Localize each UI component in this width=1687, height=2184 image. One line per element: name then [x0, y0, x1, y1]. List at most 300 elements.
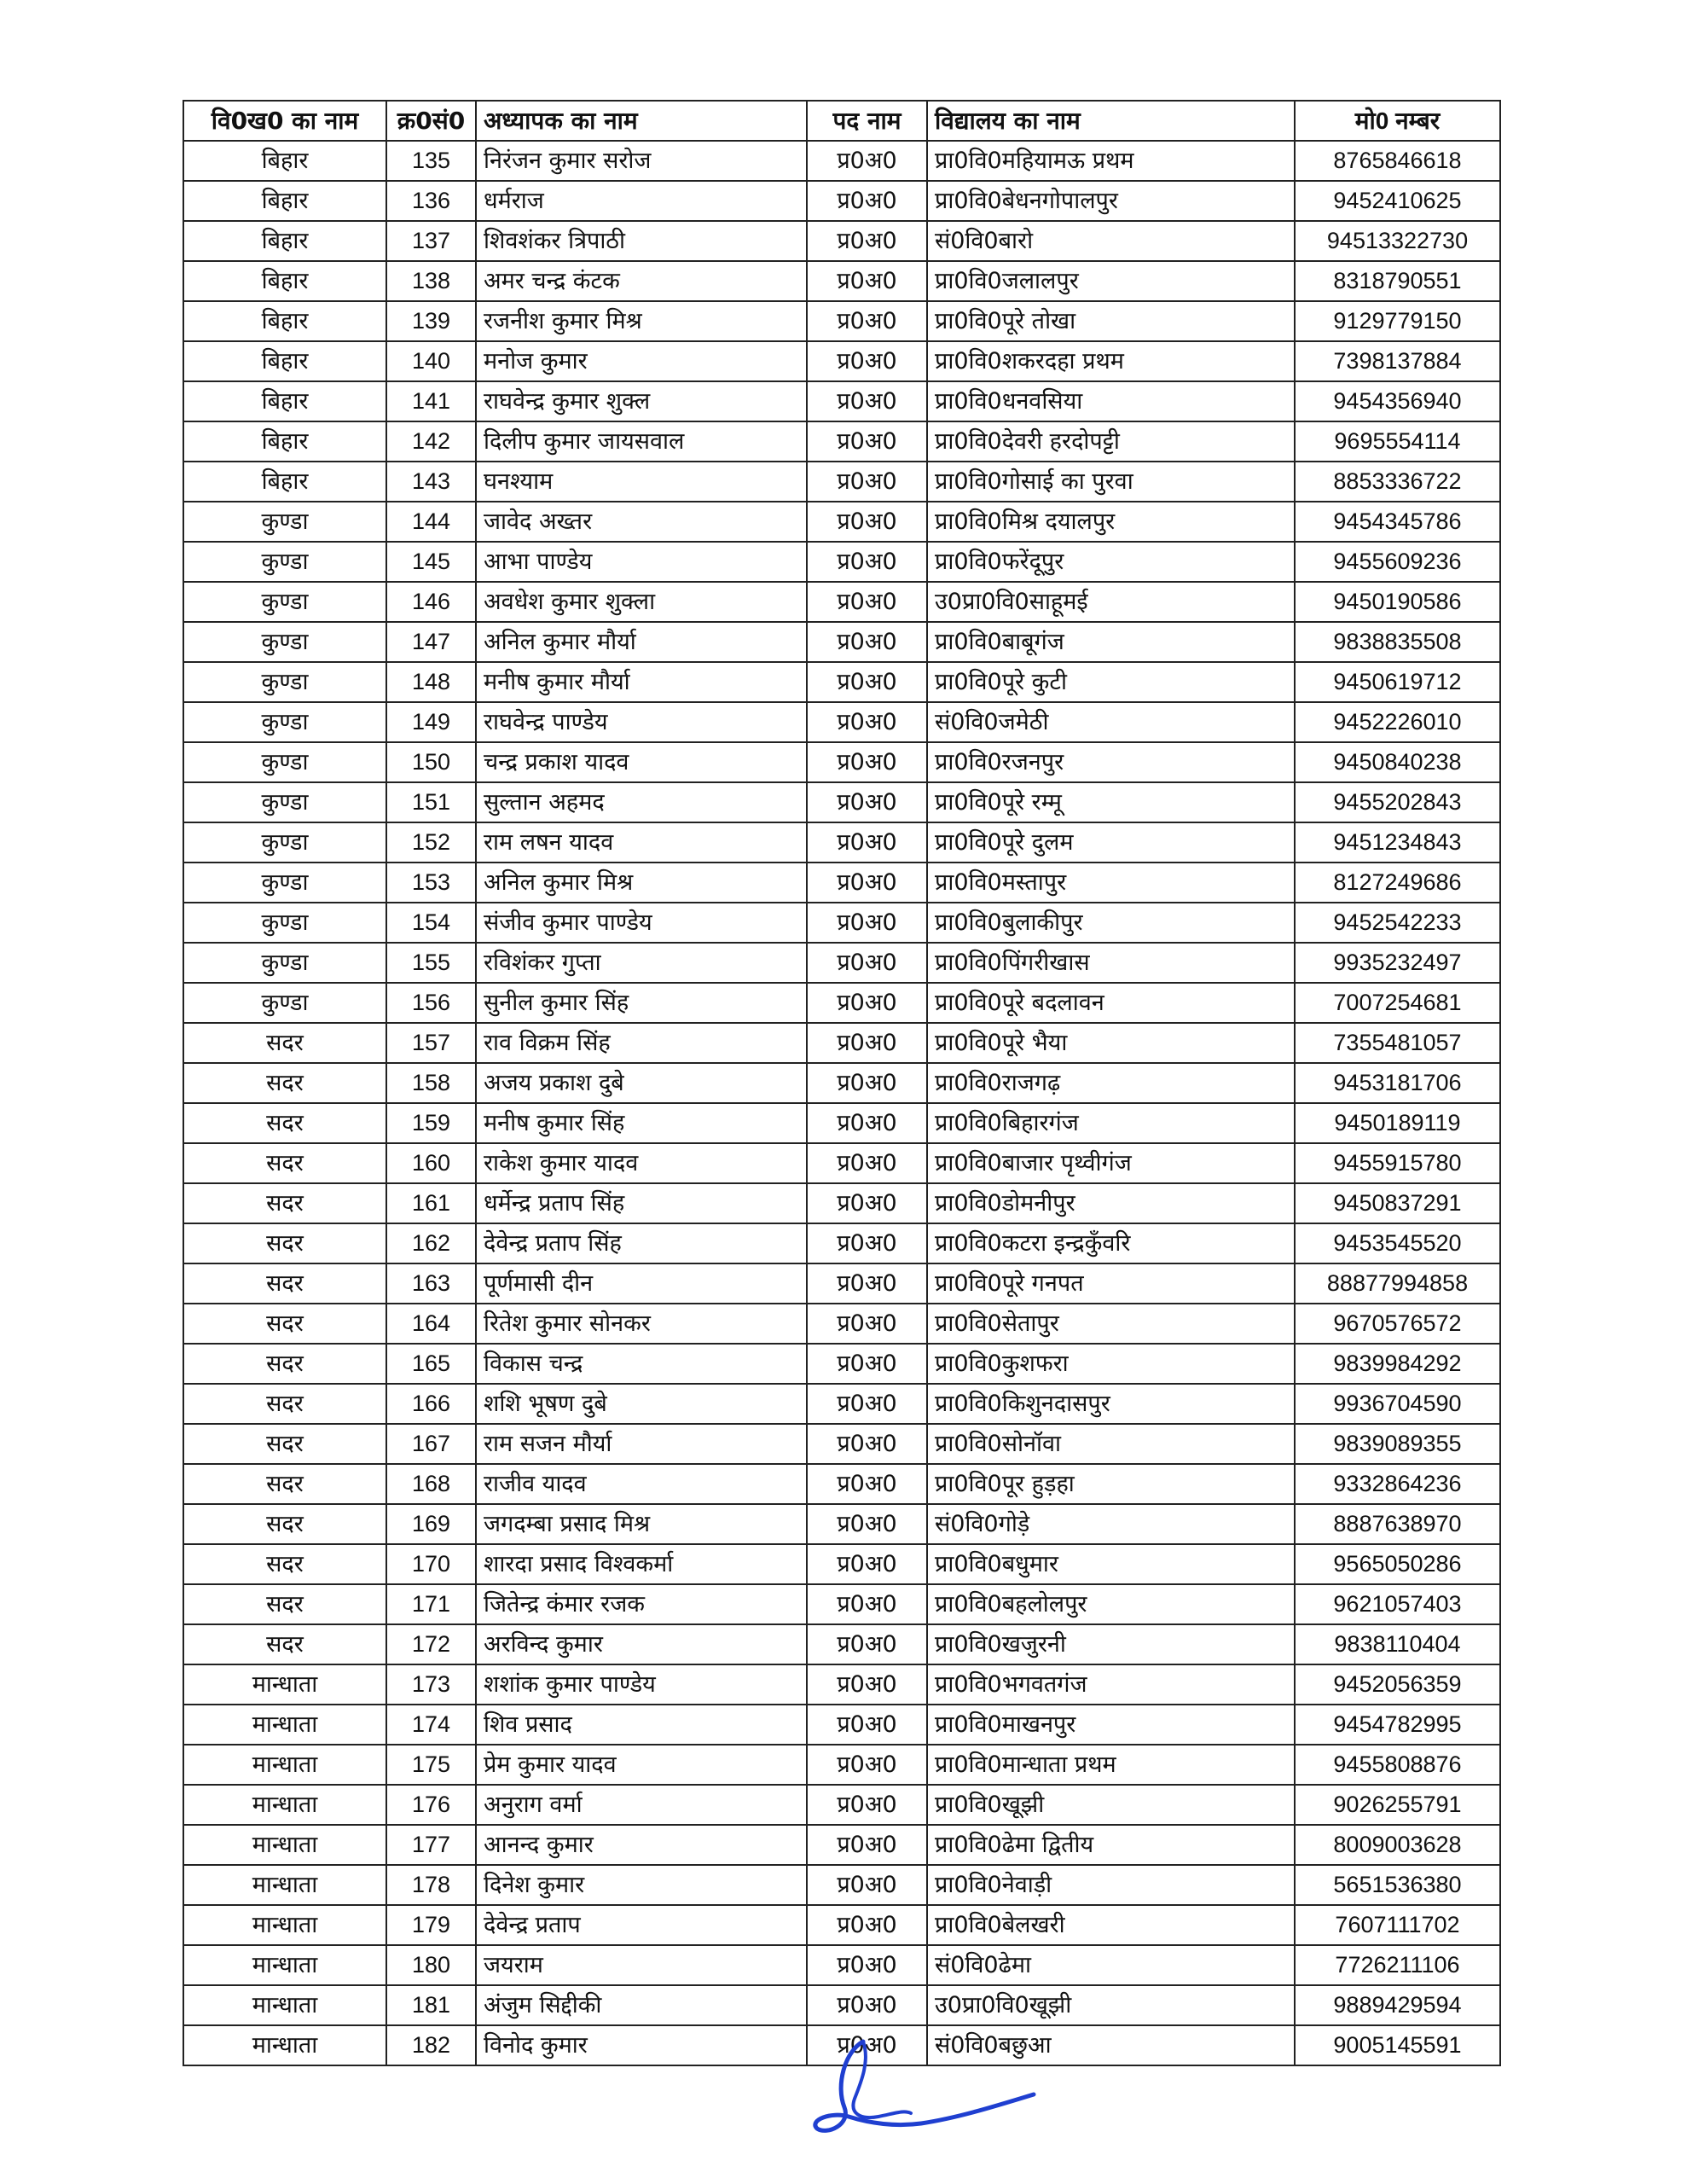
cell-teacher-name: राघवेन्द्र कुमार शुक्ल: [476, 381, 807, 421]
cell-school-name: प्रा0वि0मान्धाता प्रथम: [927, 1745, 1295, 1785]
table-row: [183, 622, 1500, 662]
cell-serial-number: 151: [386, 782, 476, 822]
cell-school-name: प्रा0वि0बधुमार: [927, 1544, 1295, 1584]
cell-serial-number: 144: [386, 502, 476, 542]
cell-post: प्र0अ0: [807, 542, 927, 582]
cell-post: प्र0अ0: [807, 1103, 927, 1143]
cell-post: प्र0अ0: [807, 381, 927, 421]
table-row: [183, 1544, 1500, 1584]
table-row: [183, 1905, 1500, 1945]
cell-post: प्र0अ0: [807, 221, 927, 261]
cell-school-name: प्रा0वि0पूर हुड़हा: [927, 1464, 1295, 1504]
cell-post: प्र0अ0: [807, 1304, 927, 1344]
cell-block-name: मान्धाता: [183, 1664, 386, 1705]
cell-block-name: कुण्डा: [183, 742, 386, 782]
cell-post: प्र0अ0: [807, 301, 927, 341]
cell-mobile-number: 9454782995: [1295, 1705, 1500, 1745]
table-row: [183, 1504, 1500, 1544]
cell-teacher-name: राजीव यादव: [476, 1464, 807, 1504]
cell-school-name: प्रा0वि0गोसाई का पुरवा: [927, 462, 1295, 502]
table-row: [183, 702, 1500, 742]
cell-post: प्र0अ0: [807, 261, 927, 301]
cell-mobile-number: 9450619712: [1295, 662, 1500, 702]
cell-serial-number: 140: [386, 341, 476, 381]
cell-mobile-number: 9936704590: [1295, 1384, 1500, 1424]
cell-teacher-name: धर्मेन्द्र प्रताप सिंह: [476, 1183, 807, 1223]
cell-teacher-name: राकेश कुमार यादव: [476, 1143, 807, 1183]
cell-mobile-number: 9838835508: [1295, 622, 1500, 662]
cell-mobile-number: 9935232497: [1295, 943, 1500, 983]
cell-teacher-name: राम लषन यादव: [476, 822, 807, 863]
cell-block-name: बिहार: [183, 341, 386, 381]
table-row: [183, 1584, 1500, 1624]
cell-mobile-number: 7726211106: [1295, 1945, 1500, 1985]
cell-block-name: मान्धाता: [183, 1985, 386, 2025]
cell-block-name: कुण्डा: [183, 582, 386, 622]
cell-serial-number: 166: [386, 1384, 476, 1424]
cell-school-name: प्रा0वि0पूरे तोखा: [927, 301, 1295, 341]
cell-teacher-name: घनश्याम: [476, 462, 807, 502]
cell-school-name: प्रा0वि0सोनॉवा: [927, 1424, 1295, 1464]
cell-school-name: प्रा0वि0पूरे कुटी: [927, 662, 1295, 702]
cell-serial-number: 163: [386, 1263, 476, 1304]
cell-mobile-number: 9026255791: [1295, 1785, 1500, 1825]
cell-school-name: प्रा0वि0खजुरनी: [927, 1624, 1295, 1664]
cell-block-name: मान्धाता: [183, 2025, 386, 2065]
cell-school-name: प्रा0वि0बुलाकीपुर: [927, 903, 1295, 943]
table-row: [183, 462, 1500, 502]
cell-block-name: मान्धाता: [183, 1705, 386, 1745]
cell-teacher-name: विकास चन्द्र: [476, 1344, 807, 1384]
cell-block-name: बिहार: [183, 141, 386, 181]
cell-serial-number: 175: [386, 1745, 476, 1785]
cell-serial-number: 141: [386, 381, 476, 421]
header-block-name: वि0ख0 का नाम: [183, 101, 386, 141]
cell-block-name: कुण्डा: [183, 622, 386, 662]
header-row: [183, 101, 1500, 141]
table-row: [183, 742, 1500, 782]
header-teacher-name: अध्यापक का नाम: [476, 101, 807, 141]
cell-teacher-name: मनीष कुमार मौर्या: [476, 662, 807, 702]
cell-school-name: उ0प्रा0वि0खूझी: [927, 1985, 1295, 2025]
cell-mobile-number: 9452542233: [1295, 903, 1500, 943]
cell-mobile-number: 9452056359: [1295, 1664, 1500, 1705]
cell-post: प्र0अ0: [807, 1945, 927, 1985]
cell-post: प्र0अ0: [807, 462, 927, 502]
cell-school-name: प्रा0वि0पूरे भैया: [927, 1023, 1295, 1063]
cell-mobile-number: 5651536380: [1295, 1865, 1500, 1905]
cell-serial-number: 154: [386, 903, 476, 943]
cell-block-name: बिहार: [183, 261, 386, 301]
cell-teacher-name: सुल्तान अहमद: [476, 782, 807, 822]
cell-post: प्र0अ0: [807, 341, 927, 381]
cell-mobile-number: 9621057403: [1295, 1584, 1500, 1624]
cell-serial-number: 152: [386, 822, 476, 863]
table-header: [183, 101, 1500, 141]
cell-post: प्र0अ0: [807, 1664, 927, 1705]
cell-school-name: सं0वि0बछुआ: [927, 2025, 1295, 2065]
cell-school-name: प्रा0वि0कुशफरा: [927, 1344, 1295, 1384]
cell-post: प्र0अ0: [807, 782, 927, 822]
cell-teacher-name: देवेन्द्र प्रताप सिंह: [476, 1223, 807, 1263]
cell-teacher-name: अनिल कुमार मिश्र: [476, 863, 807, 903]
cell-teacher-name: विनोद कुमार: [476, 2025, 807, 2065]
cell-mobile-number: 7398137884: [1295, 341, 1500, 381]
table-row: [183, 381, 1500, 421]
table-row: [183, 782, 1500, 822]
cell-serial-number: 137: [386, 221, 476, 261]
cell-block-name: सदर: [183, 1183, 386, 1223]
table-row: [183, 1143, 1500, 1183]
cell-school-name: प्रा0वि0पिंगरीखास: [927, 943, 1295, 983]
cell-block-name: मान्धाता: [183, 1945, 386, 1985]
cell-post: प्र0अ0: [807, 1624, 927, 1664]
cell-mobile-number: 9455808876: [1295, 1745, 1500, 1785]
cell-serial-number: 165: [386, 1344, 476, 1384]
cell-mobile-number: 9695554114: [1295, 421, 1500, 462]
cell-post: प्र0अ0: [807, 1745, 927, 1785]
cell-teacher-name: राम सजन मौर्या: [476, 1424, 807, 1464]
cell-post: प्र0अ0: [807, 181, 927, 221]
cell-school-name: प्रा0वि0जलालपुर: [927, 261, 1295, 301]
cell-school-name: सं0वि0गोड़े: [927, 1504, 1295, 1544]
cell-school-name: सं0वि0ढेमा: [927, 1945, 1295, 1985]
cell-serial-number: 153: [386, 863, 476, 903]
cell-mobile-number: 8127249686: [1295, 863, 1500, 903]
cell-mobile-number: 9450837291: [1295, 1183, 1500, 1223]
cell-teacher-name: रितेश कुमार सोनकर: [476, 1304, 807, 1344]
cell-mobile-number: 9453545520: [1295, 1223, 1500, 1263]
cell-school-name: प्रा0वि0शकरदहा प्रथम: [927, 341, 1295, 381]
cell-serial-number: 171: [386, 1584, 476, 1624]
cell-block-name: बिहार: [183, 221, 386, 261]
cell-block-name: कुण्डा: [183, 782, 386, 822]
cell-teacher-name: रविशंकर गुप्ता: [476, 943, 807, 983]
cell-serial-number: 180: [386, 1945, 476, 1985]
table-row: [183, 1705, 1500, 1745]
table-row: [183, 1464, 1500, 1504]
table-row: [183, 1384, 1500, 1424]
cell-post: प्र0अ0: [807, 1263, 927, 1304]
cell-block-name: सदर: [183, 1103, 386, 1143]
table-row: [183, 341, 1500, 381]
cell-serial-number: 161: [386, 1183, 476, 1223]
cell-school-name: प्रा0वि0खूझी: [927, 1785, 1295, 1825]
cell-serial-number: 149: [386, 702, 476, 742]
cell-school-name: प्रा0वि0पूरे बदलावन: [927, 983, 1295, 1023]
cell-block-name: बिहार: [183, 381, 386, 421]
table-row: [183, 1664, 1500, 1705]
cell-teacher-name: शिव प्रसाद: [476, 1705, 807, 1745]
cell-serial-number: 135: [386, 141, 476, 181]
cell-teacher-name: शिवशंकर त्रिपाठी: [476, 221, 807, 261]
signature-flourish: [853, 2042, 911, 2117]
table-row: [183, 582, 1500, 622]
cell-serial-number: 170: [386, 1544, 476, 1584]
cell-block-name: बिहार: [183, 301, 386, 341]
table-row: [183, 1945, 1500, 1985]
cell-post: प्र0अ0: [807, 943, 927, 983]
cell-school-name: प्रा0वि0नेवाड़ी: [927, 1865, 1295, 1905]
cell-mobile-number: 9455915780: [1295, 1143, 1500, 1183]
cell-teacher-name: शशांक कुमार पाण्डेय: [476, 1664, 807, 1705]
cell-post: प्र0अ0: [807, 622, 927, 662]
cell-teacher-name: धर्मराज: [476, 181, 807, 221]
cell-teacher-name: राघवेन्द्र पाण्डेय: [476, 702, 807, 742]
cell-mobile-number: 9450840238: [1295, 742, 1500, 782]
cell-teacher-name: जावेद अख्तर: [476, 502, 807, 542]
cell-serial-number: 162: [386, 1223, 476, 1263]
cell-post: प्र0अ0: [807, 1183, 927, 1223]
cell-block-name: मान्धाता: [183, 1785, 386, 1825]
cell-serial-number: 179: [386, 1905, 476, 1945]
cell-serial-number: 145: [386, 542, 476, 582]
table-row: [183, 1304, 1500, 1344]
cell-school-name: प्रा0वि0पूरे रम्मू: [927, 782, 1295, 822]
cell-block-name: सदर: [183, 1384, 386, 1424]
cell-mobile-number: 9454356940: [1295, 381, 1500, 421]
cell-mobile-number: 9451234843: [1295, 822, 1500, 863]
cell-teacher-name: शशि भूषण दुबे: [476, 1384, 807, 1424]
cell-block-name: सदर: [183, 1263, 386, 1304]
cell-school-name: प्रा0वि0महियामऊ प्रथम: [927, 141, 1295, 181]
cell-post: प्र0अ0: [807, 1705, 927, 1745]
signature-mark: [810, 2035, 1049, 2146]
cell-block-name: सदर: [183, 1504, 386, 1544]
cell-block-name: मान्धाता: [183, 1865, 386, 1905]
cell-school-name: सं0वि0जमेठी: [927, 702, 1295, 742]
cell-post: प्र0अ0: [807, 1143, 927, 1183]
table-row: [183, 1183, 1500, 1223]
cell-block-name: कुण्डा: [183, 702, 386, 742]
cell-block-name: सदर: [183, 1544, 386, 1584]
cell-mobile-number: 9452226010: [1295, 702, 1500, 742]
cell-block-name: सदर: [183, 1624, 386, 1664]
cell-serial-number: 182: [386, 2025, 476, 2065]
cell-mobile-number: 9332864236: [1295, 1464, 1500, 1504]
cell-block-name: कुण्डा: [183, 822, 386, 863]
cell-serial-number: 150: [386, 742, 476, 782]
cell-school-name: प्रा0वि0रजनपुर: [927, 742, 1295, 782]
cell-block-name: सदर: [183, 1063, 386, 1103]
cell-school-name: प्रा0वि0बहलोलपुर: [927, 1584, 1295, 1624]
cell-serial-number: 138: [386, 261, 476, 301]
cell-mobile-number: 9889429594: [1295, 1985, 1500, 2025]
cell-post: प्र0अ0: [807, 1023, 927, 1063]
cell-block-name: सदर: [183, 1023, 386, 1063]
cell-school-name: प्रा0वि0पूरे दुलम: [927, 822, 1295, 863]
cell-post: प्र0अ0: [807, 1544, 927, 1584]
table-body: [183, 141, 1500, 2065]
cell-serial-number: 155: [386, 943, 476, 983]
cell-mobile-number: 9453181706: [1295, 1063, 1500, 1103]
cell-serial-number: 173: [386, 1664, 476, 1705]
cell-serial-number: 147: [386, 622, 476, 662]
cell-mobile-number: 94513322730: [1295, 221, 1500, 261]
table-row: [183, 983, 1500, 1023]
table-row: [183, 1785, 1500, 1825]
cell-mobile-number: 9565050286: [1295, 1544, 1500, 1584]
cell-post: प्र0अ0: [807, 2025, 927, 2065]
cell-block-name: बिहार: [183, 462, 386, 502]
cell-post: प्र0अ0: [807, 1344, 927, 1384]
cell-serial-number: 159: [386, 1103, 476, 1143]
cell-block-name: मान्धाता: [183, 1745, 386, 1785]
teacher-roster-table: [183, 100, 1501, 2066]
cell-serial-number: 168: [386, 1464, 476, 1504]
cell-serial-number: 136: [386, 181, 476, 221]
cell-teacher-name: संजीव कुमार पाण्डेय: [476, 903, 807, 943]
cell-mobile-number: 8887638970: [1295, 1504, 1500, 1544]
cell-mobile-number: 9450190586: [1295, 582, 1500, 622]
cell-teacher-name: आनन्द कुमार: [476, 1825, 807, 1865]
cell-post: प्र0अ0: [807, 903, 927, 943]
cell-teacher-name: जयराम: [476, 1945, 807, 1985]
cell-serial-number: 164: [386, 1304, 476, 1344]
cell-post: प्र0अ0: [807, 1223, 927, 1263]
cell-serial-number: 146: [386, 582, 476, 622]
table-row: [183, 1624, 1500, 1664]
cell-post: प्र0अ0: [807, 1985, 927, 2025]
cell-block-name: मान्धाता: [183, 1825, 386, 1865]
cell-school-name: प्रा0वि0बेधनगोपालपुर: [927, 181, 1295, 221]
header-school-name: विद्यालय का नाम: [927, 101, 1295, 141]
table-row: [183, 1103, 1500, 1143]
cell-school-name: प्रा0वि0बिहारगंज: [927, 1103, 1295, 1143]
cell-block-name: सदर: [183, 1344, 386, 1384]
cell-serial-number: 139: [386, 301, 476, 341]
cell-mobile-number: 9455202843: [1295, 782, 1500, 822]
cell-post: प्र0अ0: [807, 702, 927, 742]
cell-block-name: बिहार: [183, 421, 386, 462]
table-row: [183, 1745, 1500, 1785]
cell-post: प्र0अ0: [807, 1424, 927, 1464]
cell-serial-number: 178: [386, 1865, 476, 1905]
cell-post: प्र0अ0: [807, 742, 927, 782]
table-row: [183, 903, 1500, 943]
cell-post: प्र0अ0: [807, 1825, 927, 1865]
cell-school-name: प्रा0वि0बाजार पृथ्वीगंज: [927, 1143, 1295, 1183]
table-row: [183, 1985, 1500, 2025]
cell-school-name: प्रा0वि0देवरी हरदोपट्टी: [927, 421, 1295, 462]
cell-post: प्र0अ0: [807, 502, 927, 542]
header-serial-number: क्र0सं0: [386, 101, 476, 141]
cell-school-name: प्रा0वि0मिश्र दयालपुर: [927, 502, 1295, 542]
cell-serial-number: 143: [386, 462, 476, 502]
cell-block-name: सदर: [183, 1223, 386, 1263]
cell-post: प्र0अ0: [807, 1865, 927, 1905]
cell-post: प्र0अ0: [807, 1464, 927, 1504]
cell-block-name: कुण्डा: [183, 903, 386, 943]
cell-school-name: प्रा0वि0माखनपुर: [927, 1705, 1295, 1745]
cell-block-name: कुण्डा: [183, 863, 386, 903]
cell-post: प्र0अ0: [807, 1584, 927, 1624]
cell-teacher-name: जितेन्द्र कंमार रजक: [476, 1584, 807, 1624]
cell-serial-number: 174: [386, 1705, 476, 1745]
cell-teacher-name: जगदम्बा प्रसाद मिश्र: [476, 1504, 807, 1544]
cell-teacher-name: अरविन्द कुमार: [476, 1624, 807, 1664]
cell-school-name: उ0प्रा0वि0साहूमई: [927, 582, 1295, 622]
table-row: [183, 301, 1500, 341]
cell-serial-number: 167: [386, 1424, 476, 1464]
cell-teacher-name: प्रेम कुमार यादव: [476, 1745, 807, 1785]
table-row: [183, 542, 1500, 582]
cell-school-name: प्रा0वि0मस्तापुर: [927, 863, 1295, 903]
cell-post: प्र0अ0: [807, 421, 927, 462]
cell-mobile-number: 8853336722: [1295, 462, 1500, 502]
cell-mobile-number: 8765846618: [1295, 141, 1500, 181]
cell-serial-number: 172: [386, 1624, 476, 1664]
table-row: [183, 1344, 1500, 1384]
cell-school-name: प्रा0वि0राजगढ़: [927, 1063, 1295, 1103]
cell-serial-number: 169: [386, 1504, 476, 1544]
table-row: [183, 221, 1500, 261]
cell-block-name: सदर: [183, 1584, 386, 1624]
table-row: [183, 943, 1500, 983]
cell-mobile-number: 7355481057: [1295, 1023, 1500, 1063]
cell-mobile-number: 9454345786: [1295, 502, 1500, 542]
cell-school-name: प्रा0वि0किशुनदासपुर: [927, 1384, 1295, 1424]
cell-mobile-number: 9455609236: [1295, 542, 1500, 582]
cell-post: प्र0अ0: [807, 662, 927, 702]
cell-block-name: सदर: [183, 1304, 386, 1344]
cell-school-name: प्रा0वि0ढेमा द्वितीय: [927, 1825, 1295, 1865]
cell-school-name: प्रा0वि0धनवसिया: [927, 381, 1295, 421]
cell-block-name: कुण्डा: [183, 983, 386, 1023]
cell-block-name: कुण्डा: [183, 943, 386, 983]
cell-teacher-name: दिनेश कुमार: [476, 1865, 807, 1905]
cell-block-name: मान्धाता: [183, 1905, 386, 1945]
table-row: [183, 141, 1500, 181]
cell-post: प्र0अ0: [807, 1384, 927, 1424]
table-row: [183, 1063, 1500, 1103]
cell-teacher-name: सुनील कुमार सिंह: [476, 983, 807, 1023]
cell-teacher-name: अनुराग वर्मा: [476, 1785, 807, 1825]
table-row: [183, 863, 1500, 903]
table-row: [183, 662, 1500, 702]
cell-block-name: सदर: [183, 1424, 386, 1464]
table-row: [183, 1223, 1500, 1263]
cell-post: प्र0अ0: [807, 582, 927, 622]
cell-teacher-name: अवधेश कुमार शुक्ला: [476, 582, 807, 622]
cell-teacher-name: अजय प्रकाश दुबे: [476, 1063, 807, 1103]
cell-post: प्र0अ0: [807, 141, 927, 181]
cell-serial-number: 157: [386, 1023, 476, 1063]
cell-teacher-name: रजनीश कुमार मिश्र: [476, 301, 807, 341]
table-row: [183, 261, 1500, 301]
cell-serial-number: 181: [386, 1985, 476, 2025]
cell-teacher-name: मनोज कुमार: [476, 341, 807, 381]
cell-school-name: प्रा0वि0भगवतगंज: [927, 1664, 1295, 1705]
cell-mobile-number: 7607111702: [1295, 1905, 1500, 1945]
cell-school-name: प्रा0वि0बेलखरी: [927, 1905, 1295, 1945]
cell-serial-number: 156: [386, 983, 476, 1023]
cell-mobile-number: 7007254681: [1295, 983, 1500, 1023]
cell-post: प्र0अ0: [807, 822, 927, 863]
cell-post: प्र0अ0: [807, 1905, 927, 1945]
cell-teacher-name: अंजुम सिद्दीकी: [476, 1985, 807, 2025]
cell-teacher-name: अमर चन्द्र कंटक: [476, 261, 807, 301]
table-row: [183, 1825, 1500, 1865]
cell-teacher-name: अनिल कुमार मौर्या: [476, 622, 807, 662]
signature-stroke: [815, 2042, 1034, 2130]
cell-block-name: बिहार: [183, 181, 386, 221]
cell-mobile-number: 9838110404: [1295, 1624, 1500, 1664]
cell-mobile-number: 8009003628: [1295, 1825, 1500, 1865]
table-row: [183, 421, 1500, 462]
cell-mobile-number: 9670576572: [1295, 1304, 1500, 1344]
table-row: [183, 1865, 1500, 1905]
